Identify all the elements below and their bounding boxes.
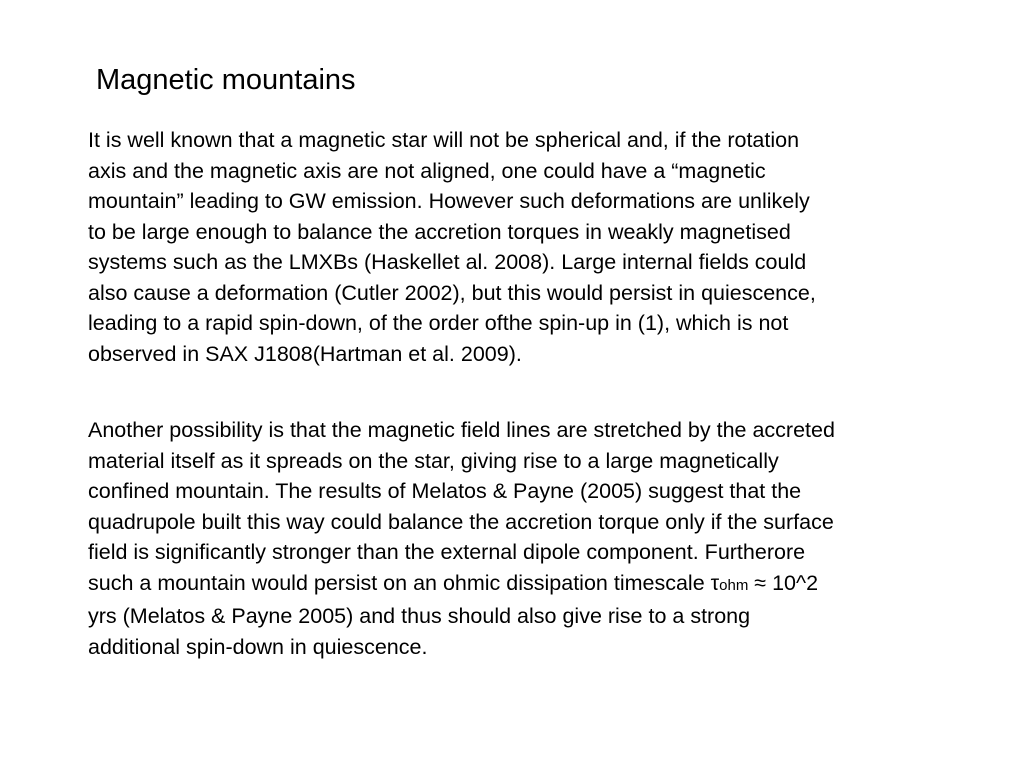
paragraph-1-line: leading to a rapid spin-down, of the order ofthe spin-up in (1), which is not xyxy=(88,311,789,335)
ohm-subscript: ohm xyxy=(719,576,749,594)
paragraph-1-line: systems such as the LMXBs (Haskellet al. 2008). Large internal fields could xyxy=(88,250,807,274)
paragraph-2-line: yrs (Melatos & Payne 2005) and thus should also give rise to a strong xyxy=(88,604,751,628)
symbol-line-text-after: ≈ 10^2 xyxy=(748,570,819,595)
paragraph-2 xyxy=(88,415,835,662)
slide-title: Magnetic mountains xyxy=(96,64,356,96)
paragraph-1-line: observed in SAX J1808(Hartman et al. 2009). xyxy=(88,341,522,366)
paragraph-2-line: confined mountain. The results of Melatos & Payne (2005) suggest that the xyxy=(88,479,802,503)
paragraph-1-line: axis and the magnetic axis are not aligned, one could have a “magnetic xyxy=(88,158,766,183)
paragraph-1 xyxy=(88,125,816,369)
paragraph-1-line: to be large enough to balance the accretion torques in weakly magnetised xyxy=(88,219,791,244)
paragraph-2-line: material itself as it spreads on the star, giving rise to a large magnetically xyxy=(88,448,779,473)
paragraph-2-symbol-line xyxy=(88,568,835,602)
paragraph-1-line: also cause a deformation (Cutler 2002), but this would persist in quiescence, xyxy=(88,280,816,305)
tau-symbol: τ xyxy=(710,570,720,595)
paragraph-1-line: It is well known that a magnetic star will not be spherical and, if the rotation xyxy=(88,128,800,152)
paragraph-2-line: Another possibility is that the magnetic field lines are stretched by the accreted xyxy=(88,418,835,442)
paragraph-1-line: mountain” leading to GW emission. However such deformations are unlikely xyxy=(88,189,810,213)
paragraph-2-line: additional spin-down in quiescence. xyxy=(88,634,428,659)
paragraph-2-line: field is significantly stronger than the external dipole component. Furtherore xyxy=(88,540,806,564)
symbol-line-text-before: such a mountain would persist on an ohmic dissipation timescale xyxy=(88,570,711,595)
paragraph-2-line: quadrupole built this way could balance the accretion torque only if the surface xyxy=(88,509,834,534)
